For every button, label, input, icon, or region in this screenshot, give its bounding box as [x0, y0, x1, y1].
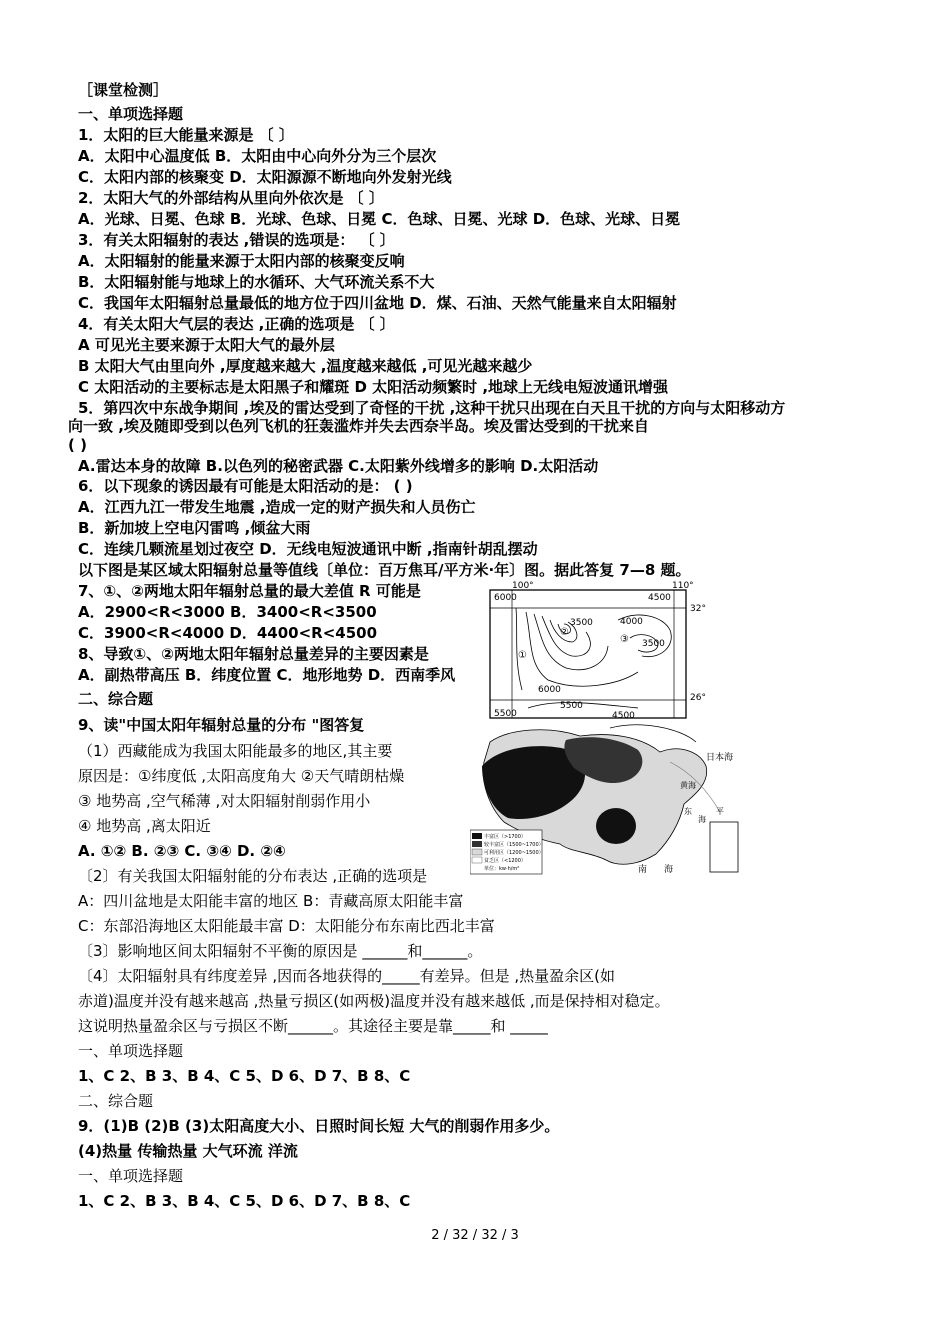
answers-mc-2: 1、C 2、B 3、B 4、C 5、D 6、D 7、B 8、C	[78, 1192, 411, 1210]
q5-options: A.雷达本身的故障 B.以色列的秘密武器 C.太阳紫外线增多的影响 D.太阳活动	[78, 457, 599, 475]
q4-option-cd: C 太阳活动的主要标志是太阳黑子和耀斑 D 太阳活动频繁时 ,地球上无线电短波通讯增强	[78, 378, 669, 396]
q9-part2-cd: C：东部沿海地区太阳能最丰富 D：太阳能分布东南比西北丰富	[78, 917, 495, 935]
point-label-2: ②	[560, 627, 569, 638]
question-2: 2．太阳大气的外部结构从里向外依次是 〔 〕	[78, 189, 384, 207]
section-2-heading: 二、综合题	[78, 690, 154, 708]
sea-label-south-1: 南	[638, 865, 648, 875]
contour-label: 4000	[620, 617, 643, 627]
question-4: 4．有关太阳大气层的表达 ,正确的选项是 〔 〕	[78, 315, 395, 333]
question-5-bracket: ( )	[68, 436, 87, 454]
lon-label-110: 110°	[672, 581, 694, 591]
q9-part1-reasons: 原因是：①纬度低 ,太阳高度角大 ②天气晴朗枯燥	[78, 767, 405, 785]
q1-options-cd: C．太阳内部的核聚变 D．太阳源源不断地向外发射光线	[78, 168, 452, 186]
sea-label-pacific: 平	[716, 807, 724, 816]
q9-part2-ab: A：四川盆地是太阳能丰富的地区 B：青藏高原太阳能丰富	[78, 892, 464, 910]
contour-label: 5500	[560, 701, 583, 711]
section-heading: 一、单项选择题	[78, 105, 184, 123]
answers-mc-1: 1、C 2、B 3、B 4、C 5、D 6、D 7、B 8、C	[78, 1067, 411, 1085]
sea-label-yellow: 黄海	[680, 781, 696, 790]
q6-option-a: A．江西九江一带发生地震 ,造成一定的财产损失和人员伤亡	[78, 498, 476, 516]
q9-part1: （1）西藏能成为我国太阳能最多的地区,其主要	[78, 742, 393, 760]
contour-label: 4500	[612, 711, 635, 721]
q9-part4-line1: 〔4〕太阳辐射具有纬度差异 ,因而各地获得的_____有差异。但是 ,热量盈余区(如	[78, 967, 615, 985]
answers-q9-part4: (4)热量 传输热量 大气环流 洋流	[78, 1142, 298, 1160]
legend-item: 丰富区（>1700）	[484, 834, 526, 840]
q3-option-a: A．太阳辐射的能量来源于太阳内部的核聚变反响	[78, 252, 405, 270]
page-number: 2 / 32 / 32 / 3	[431, 1228, 519, 1243]
q8-options: A．副热带高压 B．纬度位置 C．地形地势 D．西南季风	[78, 666, 456, 684]
q6-option-b: B．新加坡上空电闪雷鸣 ,倾盆大雨	[78, 519, 311, 537]
figure-intro: 以下图是某区域太阳辐射总量等值线〔单位：百万焦耳/平方米·年〕图。据此答复 7—8 题。	[78, 561, 691, 579]
q4-option-b: B 太阳大气由里向外 ,厚度越来越大 ,温度越来越低 ,可见光越来越少	[78, 357, 533, 375]
q9-part1-options: A. ①② B. ②③ C. ③④ D. ②④	[78, 842, 286, 860]
sea-label-south-2: 海	[664, 865, 674, 875]
question-9: 9、读"中国太阳年辐射总量的分布 "图答复	[78, 716, 365, 734]
map-legend	[470, 830, 544, 874]
contour-label: 5500	[494, 709, 517, 719]
question-6: 6．以下现象的诱因最有可能是太阳活动的是： ( )	[78, 477, 413, 495]
lon-label-100: 100°	[512, 581, 534, 591]
question-1: 1．太阳的巨大能量来源是 〔 〕	[78, 126, 294, 144]
q4-option-a: A 可见光主要来源于太阳大气的最外层	[78, 336, 335, 354]
legend-unit: 单位：kw·h/m²	[484, 866, 520, 872]
contour-label: 6000	[538, 685, 561, 695]
legend-item: 较丰富区（1500~1700）	[484, 842, 544, 848]
contour-label: 6000	[494, 593, 517, 603]
question-3: 3．有关太阳辐射的表达 ,错误的选项是： 〔 〕	[78, 231, 395, 249]
q2-options: A．光球、日冕、色球 B．光球、色球、日冕 C．色球、日冕、光球 D．色球、光球、日冕	[78, 210, 681, 228]
sea-label-east-1: 东	[684, 807, 692, 816]
question-8: 8、导致①、②两地太阳年辐射总量差异的主要因素是	[78, 645, 429, 663]
question-5-line2: 向一致 ,埃及随即受到以色列飞机的狂轰滥炸并失去西奈半岛。埃及雷达受到的干扰来自	[68, 417, 649, 435]
answers-q9: 9．(1)B (2)B (3)太阳高度大小、日照时间长短 大气的削弱作用多少。	[78, 1117, 560, 1135]
answers-heading-1: 一、单项选择题	[78, 1042, 184, 1060]
contour-label: 4500	[648, 593, 671, 603]
q9-part4-line3: 这说明热量盈余区与亏损区不断______。其途径主要是靠_____和 _____	[78, 1017, 548, 1035]
answers-heading-2: 二、综合题	[78, 1092, 154, 1110]
q3-option-b: B．太阳辐射能与地球上的水循环、大气环流关系不大	[78, 273, 435, 291]
q7-options-cd: C．3900<R<4000 D．4400<R<4500	[78, 624, 378, 642]
q9-part3: 〔3〕影响地区间太阳辐射不平衡的原因是 ______和______。	[78, 942, 483, 960]
lat-label-32: 32°	[690, 604, 706, 614]
answers-heading-3: 一、单项选择题	[78, 1167, 184, 1185]
question-7: 7、①、②两地太阳年辐射总量的最大差值 R 可能是	[78, 582, 421, 600]
q9-part2: 〔2〕有关我国太阳辐射能的分布表达 ,正确的选项是	[78, 867, 428, 885]
sea-label-east-2: 海	[698, 815, 706, 824]
contour-label: 3500	[570, 618, 593, 628]
point-label-1: ①	[518, 650, 527, 661]
section-label: ［课堂检测］	[78, 81, 169, 99]
lat-label-26: 26°	[690, 693, 706, 703]
q6-option-cd: C．连续几颗流星划过夜空 D．无线电短波通讯中断 ,指南针胡乱摆动	[78, 540, 538, 558]
china-solar-radiation-map	[470, 722, 740, 880]
q9-part1-reason3: ③ 地势高 ,空气稀薄 ,对太阳辐射削弱作用小	[78, 792, 371, 810]
q9-part1-reason4: ④ 地势高 ,离太阳近	[78, 817, 211, 835]
q7-options-ab: A．2900<R<3000 B．3400<R<3500	[78, 603, 377, 621]
q9-part4-line2: 赤道)温度并没有越来越高 ,热量亏损区(如两极)温度并没有越来越低 ,而是保持相对稳定。	[78, 992, 670, 1010]
radiation-isoline-map	[488, 580, 714, 722]
legend-item: 贫乏区（<1200）	[484, 858, 526, 864]
question-5-line1: 5．第四次中东战争期间 ,埃及的雷达受到了奇怪的干扰 ,这种干扰只出现在白天且干扰的方向与太阳移动方	[78, 399, 786, 417]
sea-label-japan: 日本海	[706, 753, 734, 763]
q1-options-ab: A．太阳中心温度低 B．太阳由中心向外分为三个层次	[78, 147, 437, 165]
point-label-3: ③	[620, 634, 629, 645]
legend-item: 可利用区（1200~1500）	[484, 850, 544, 856]
contour-label: 3500	[642, 639, 665, 649]
q3-option-cd: C．我国年太阳辐射总量最低的地方位于四川盆地 D．煤、石油、天然气能量来自太阳辐射	[78, 294, 677, 312]
